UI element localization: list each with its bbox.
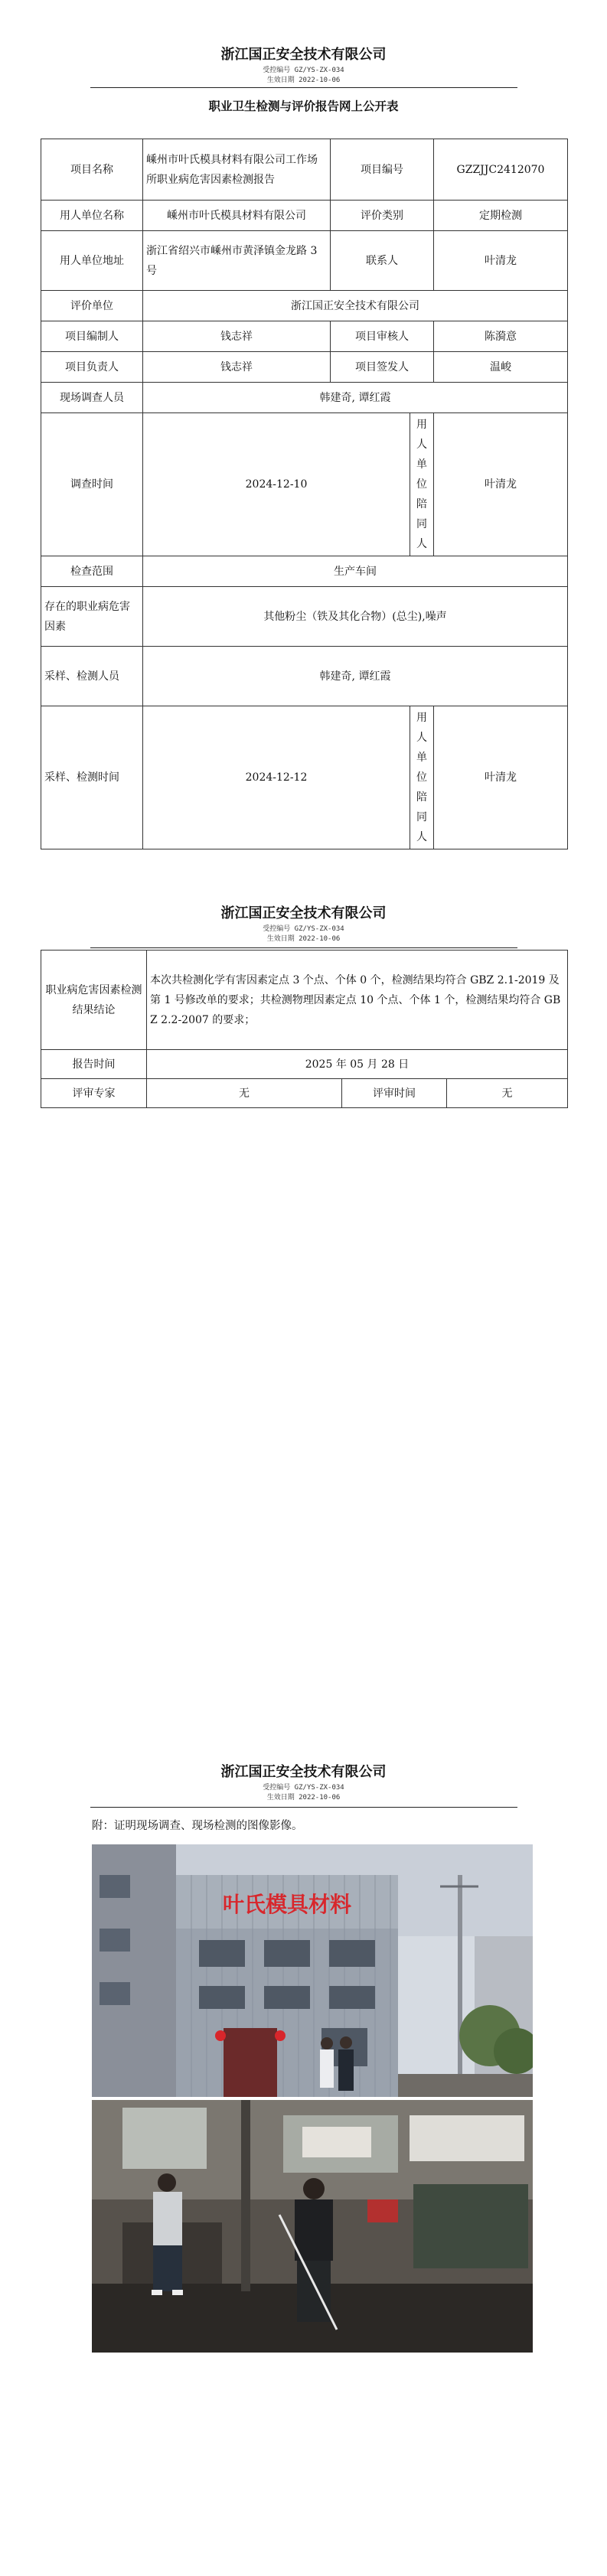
- cell-value: 定期检测: [434, 201, 568, 231]
- cell-value: 叶清龙: [434, 231, 568, 291]
- cell-value: 浙江省绍兴市嵊州市黄泽镇金龙路 3 号: [143, 231, 331, 291]
- cell-value: 2024-12-12: [143, 706, 410, 849]
- effective-date: 生效日期 2022-10-06: [266, 77, 341, 84]
- cell-label: 采样、检测人员: [41, 647, 143, 706]
- cell-label: 现场调查人员: [41, 383, 143, 413]
- cell-value: 钱志祥: [143, 352, 331, 383]
- cell-label: 评价单位: [41, 291, 143, 321]
- cell-value: 钱志祥: [143, 321, 331, 352]
- cell-value: 无: [147, 1079, 342, 1108]
- cell-label: 报告时间: [41, 1050, 147, 1079]
- cell-value: 本次共检测化学有害因素定点 3 个点、个体 0 个，检测结果均符合 GBZ 2.1-2019 及第 1 号修改单的要求；共检测物理因素定点 10 个点、个体 1 个，检测结果均符合 GBZ 2.2-2007 的要求；: [147, 951, 568, 1050]
- doc-code: 受控编号 GZ/YS-ZX-034: [263, 67, 344, 74]
- doc-code: 受控编号 GZ/YS-ZX-034: [263, 1784, 344, 1792]
- cell-value: GZZJJC2412070: [434, 139, 568, 201]
- doc-code: 受控编号 GZ/YS-ZX-034: [263, 925, 344, 933]
- cell-value: 韩建奇, 谭红霞: [143, 647, 568, 706]
- cell-value: 温峻: [434, 352, 568, 383]
- company-name: 浙江国正安全技术有限公司: [220, 47, 387, 63]
- cell-value: 叶清龙: [434, 706, 568, 849]
- site-survey-photo: [92, 1844, 533, 2097]
- effective-date: 生效日期 2022-10-06: [266, 935, 341, 943]
- cell-label: 采样、检测时间: [41, 706, 143, 849]
- company-name: 浙江国正安全技术有限公司: [220, 905, 387, 921]
- cell-value: 嵊州市叶氏模具材料有限公司工作场所职业病危害因素检测报告: [143, 139, 331, 201]
- cell-value: 浙江国正安全技术有限公司: [143, 291, 568, 321]
- cell-label: 评审专家: [41, 1079, 147, 1108]
- cell-value: 陈漪意: [434, 321, 568, 352]
- company-name: 浙江国正安全技术有限公司: [220, 1764, 387, 1780]
- company-sign-text: 叶氏模具材料: [222, 1892, 352, 1917]
- cell-label: 用人单位名称: [41, 201, 143, 231]
- appendix-note: 附：证明现场调查、现场检测的图像影像。: [92, 1820, 303, 1832]
- cell-label: 项目名称: [41, 139, 143, 201]
- cell-label: 用人单位陪同人: [410, 706, 434, 849]
- header-divider: [90, 87, 517, 88]
- page-title: 职业卫生检测与评价报告网上公开表: [208, 99, 399, 113]
- cell-label: 评价类别: [331, 201, 434, 231]
- cell-label: 用人单位地址: [41, 231, 143, 291]
- header-divider: [90, 1807, 517, 1808]
- cell-label: 调查时间: [41, 413, 143, 556]
- cell-value: 嵊州市叶氏模具材料有限公司: [143, 201, 331, 231]
- cell-value: 2024-12-10: [143, 413, 410, 556]
- cell-value: 2025 年 05 月 28 日: [147, 1050, 568, 1079]
- cell-value: 韩建奇, 谭红霞: [143, 383, 568, 413]
- cell-value: 叶清龙: [434, 413, 568, 556]
- cell-label: 联系人: [331, 231, 434, 291]
- site-inspection-photo: [92, 2100, 533, 2353]
- cell-value: 其他粉尘（铁及其化合物）(总尘),噪声: [143, 587, 568, 647]
- cell-value: 无: [447, 1079, 568, 1108]
- cell-label: 项目签发人: [331, 352, 434, 383]
- cell-label: 评审时间: [342, 1079, 447, 1108]
- cell-value: 生产车间: [143, 556, 568, 587]
- cell-label: 项目负责人: [41, 352, 143, 383]
- cell-label: 用人单位陪同人: [410, 413, 434, 556]
- cell-label: 检查范围: [41, 556, 143, 587]
- cell-label: 项目审核人: [331, 321, 434, 352]
- cell-label: 职业病危害因素检测结果结论: [41, 951, 147, 1050]
- cell-label: 项目编制人: [41, 321, 143, 352]
- header-divider: [90, 947, 517, 948]
- effective-date: 生效日期 2022-10-06: [266, 1794, 341, 1802]
- conclusion-table: [41, 950, 568, 1108]
- report-info-table: [41, 139, 568, 849]
- cell-label: 项目编号: [331, 139, 434, 201]
- cell-label: 存在的职业病危害因素: [41, 587, 143, 647]
